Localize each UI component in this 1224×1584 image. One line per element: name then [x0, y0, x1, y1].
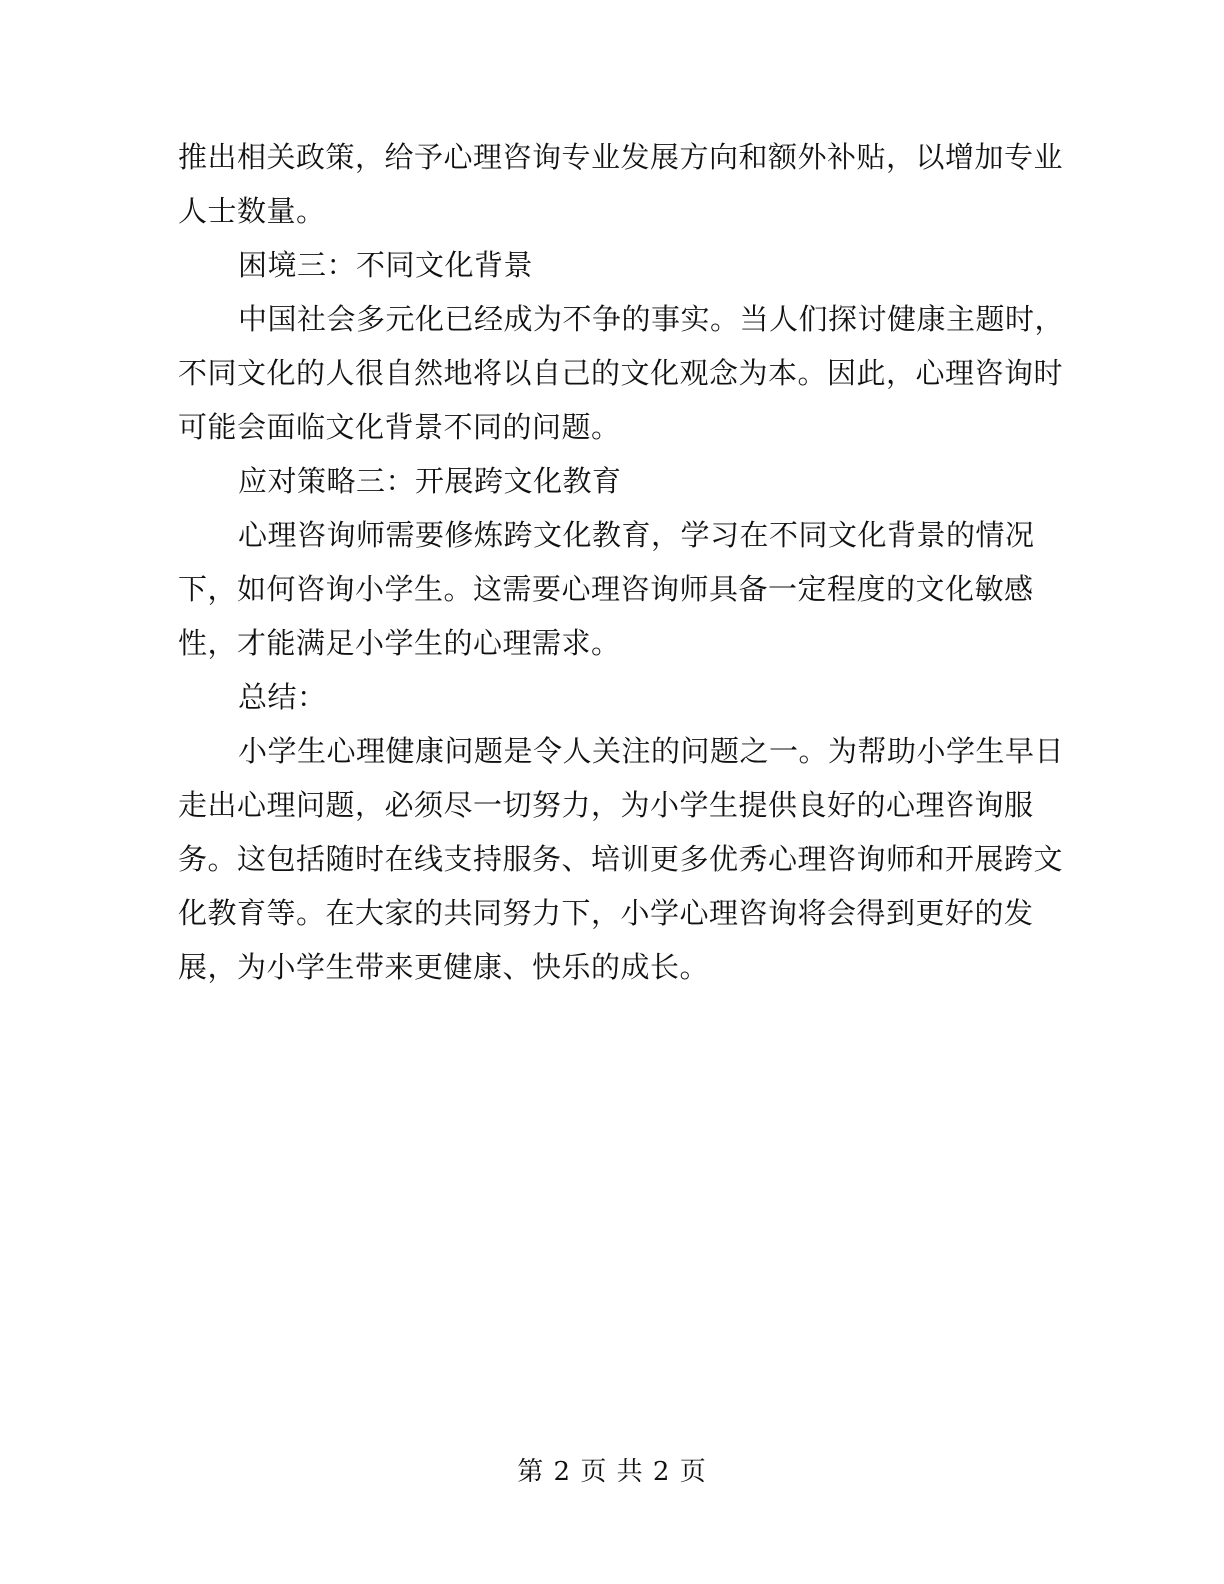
text-line: 展，为小学生带来更健康、快乐的成长。 — [178, 950, 710, 984]
text-line: 不同文化的人很自然地将以自己的文化观念为本。因此，心理咨询时 — [178, 356, 1064, 390]
section-heading: 困境三：不同文化背景 — [238, 248, 534, 282]
text-line: 人士数量。 — [178, 194, 326, 228]
text-line: 下，如何咨询小学生。这需要心理咨询师具备一定程度的文化敏感 — [178, 572, 1034, 606]
text-line: 心理咨询师需要修炼跨文化教育，学习在不同文化背景的情况 — [238, 518, 1035, 552]
text-line: 务。这包括随时在线支持服务、培训更多优秀心理咨询师和开展跨文 — [178, 842, 1064, 876]
text-line: 走出心理问题，必须尽一切努力，为小学生提供良好的心理咨询服 — [178, 788, 1034, 822]
text-line: 性，才能满足小学生的心理需求。 — [178, 626, 621, 660]
document-body — [178, 130, 1065, 994]
section-heading: 总结： — [238, 680, 327, 714]
section-heading: 应对策略三：开展跨文化教育 — [238, 464, 622, 498]
text-line: 中国社会多元化已经成为不争的事实。当人们探讨健康主题时， — [238, 302, 1065, 336]
text-line: 化教育等。在大家的共同努力下，小学心理咨询将会得到更好的发 — [178, 896, 1034, 930]
text-line: 推出相关政策，给予心理咨询专业发展方向和额外补贴，以增加专业 — [178, 140, 1064, 174]
text-line: 可能会面临文化背景不同的问题。 — [178, 410, 621, 444]
page-number-footer: 第 2 页 共 2 页 — [517, 1457, 707, 1487]
text-line: 小学生心理健康问题是令人关注的问题之一。为帮助小学生早日 — [238, 734, 1065, 768]
